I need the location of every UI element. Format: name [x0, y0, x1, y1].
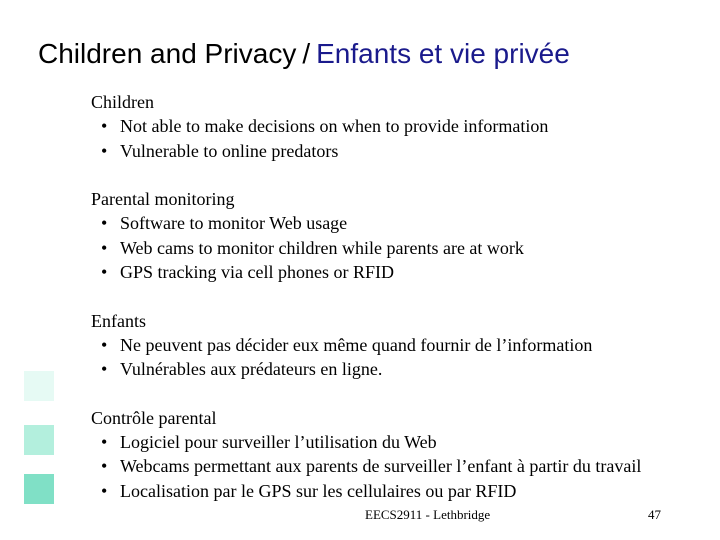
bullet-list — [91, 211, 711, 285]
section-heading: Parental monitoring — [91, 189, 235, 209]
list-item — [101, 236, 711, 261]
list-item — [101, 139, 711, 164]
slide-footer: EECS2911 - Lethbridge — [365, 507, 491, 522]
list-item-text: GPS tracking via cell phones or RFID — [120, 262, 394, 282]
list-item-text: Vulnérables aux prédateurs en ligne. — [120, 359, 383, 379]
bullet-icon: • — [101, 431, 108, 452]
bullet-icon: • — [101, 480, 108, 501]
bullet-icon: • — [101, 116, 108, 136]
decorative-square-light — [24, 371, 54, 401]
list-item-text: Software to monitor Web usage — [120, 213, 348, 233]
title-french: Enfants et vie privée — [316, 38, 570, 69]
bullet-icon: • — [101, 359, 108, 379]
section-heading: Enfants — [91, 310, 146, 331]
list-item — [101, 114, 711, 139]
bullet-icon: • — [101, 237, 108, 258]
list-item-text: Logiciel pour surveiller l’utilisation du Web — [120, 431, 437, 452]
title-english: Children and Privacy — [38, 38, 297, 69]
list-item-text: Web cams to monitor children while parents are at work — [120, 237, 524, 258]
section-controle-parental — [91, 406, 711, 504]
bullet-list — [91, 333, 711, 382]
section-heading: Children — [91, 92, 154, 112]
bullet-icon: • — [101, 262, 108, 282]
list-item — [101, 333, 711, 358]
title-separator: / — [302, 38, 311, 69]
bullet-list — [91, 430, 711, 504]
slide-title — [38, 38, 570, 70]
bullet-icon: • — [101, 334, 108, 355]
section-heading: Contrôle parental — [91, 407, 217, 428]
slide-content — [91, 90, 711, 503]
list-item — [101, 260, 711, 285]
list-item — [101, 357, 711, 382]
list-item-text: Not able to make decisions on when to provide information — [120, 116, 549, 136]
list-item — [101, 454, 711, 479]
list-item — [101, 479, 711, 504]
page-number: 47 — [648, 507, 661, 522]
decorative-square-medium — [24, 425, 54, 455]
bullet-icon: • — [101, 213, 108, 233]
list-item-text: Localisation par le GPS sur les cellulaires ou par RFID — [120, 480, 517, 501]
section-parental-monitoring — [91, 187, 711, 285]
bullet-list — [91, 114, 711, 163]
decorative-square-dark — [24, 474, 54, 504]
section-children — [91, 90, 711, 163]
list-item-text: Webcams permettant aux parents de surveiller l’enfant à partir du travail — [120, 456, 642, 476]
list-item-text: Vulnerable to online predators — [120, 140, 339, 161]
bullet-icon: • — [101, 140, 108, 161]
list-item — [101, 211, 711, 236]
list-item — [101, 430, 711, 455]
bullet-icon: • — [101, 456, 108, 476]
list-item-text: Ne peuvent pas décider eux même quand fournir de l’information — [120, 334, 593, 355]
section-enfants — [91, 309, 711, 382]
